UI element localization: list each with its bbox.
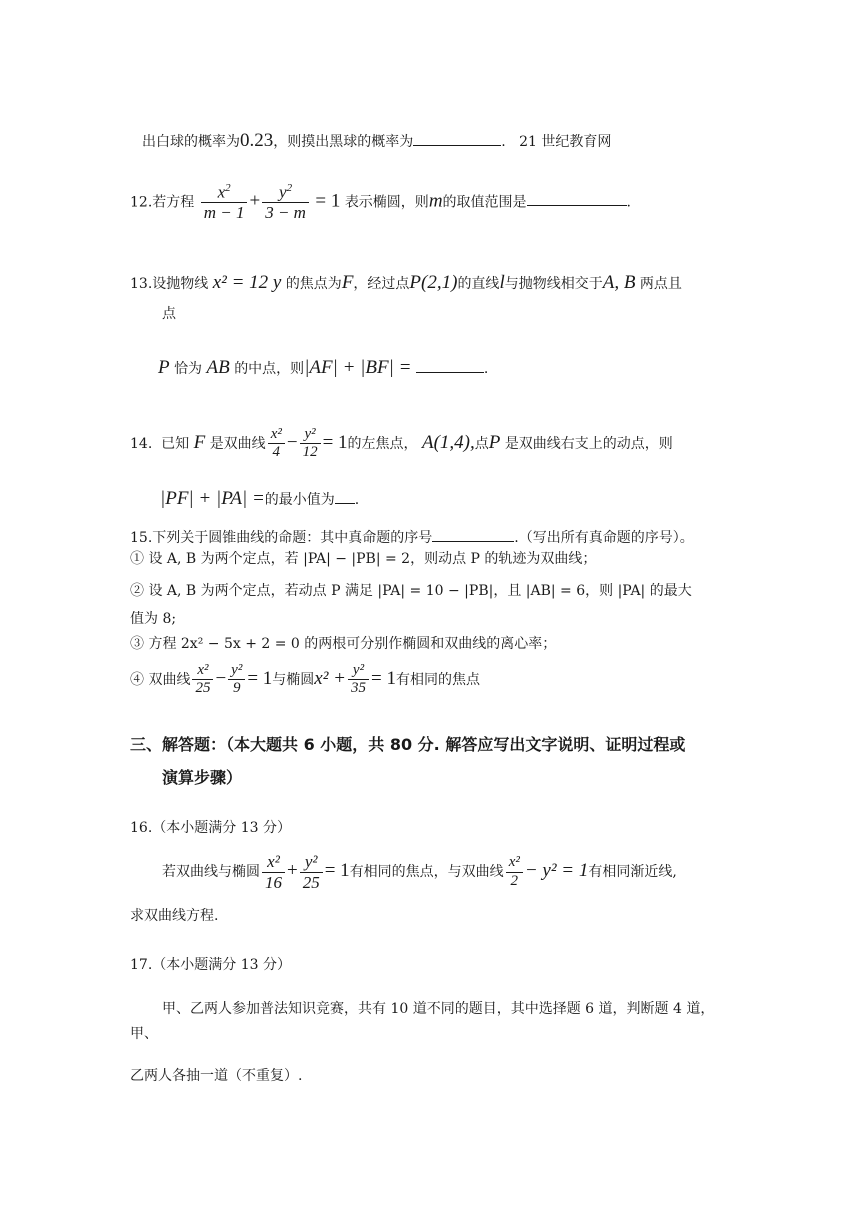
fraction-y2-over-25: $\frac{\text{y²}}{25}$: [300, 852, 323, 892]
fraction-x2-over-4: $\frac{\text{x²}}{4}$: [268, 426, 285, 462]
q15-item-3: ③ 方程 2x² − 5x + 2 = 0 的两根可分别作椭圆和双曲线的离心率；: [130, 636, 557, 652]
fraction-x2-over-25: $\frac{\text{x²}}{25}$: [192, 662, 213, 698]
question-16-head: 16.（本小题满分 13 分）: [130, 820, 291, 836]
question-16-body: 若双曲线与椭圆 $\frac{\text{x²}}{16}$ + $\frac{\text{y²}}{25}$ = 1有相同的焦点，与双曲线 $\frac{\text{x²}}{2}$ − y² = 1有相同渐近线,: [162, 852, 677, 892]
question-13-line1: 13.设抛物线 x² = 12 y 的焦点为F，经过点P(2,1)的直线l与抛物线相交于A, B 两点且: [130, 272, 682, 293]
answer-blank: [527, 191, 627, 206]
focal-sum-expression: |AF| + |BF| =: [304, 357, 412, 378]
fraction-x2-over-16: $\frac{\text{x²}}{16}$: [262, 852, 285, 892]
fraction-y2-over-35: $\frac{\text{y²}}{35}$: [348, 662, 369, 698]
question-13-line3: P 恰为 AB 的中点，则|AF| + |BF| = .: [158, 357, 489, 378]
question-17-line1: 甲、乙两人参加普法知识竞赛，共有 10 道不同的题目，其中选择题 6 道，判断题 4 道，: [162, 1001, 715, 1017]
question-14-line1: 14. 已知 F 是双曲线 $\frac{\text{x²}}{4}$ − $\frac{\text{y²}}{12}$ = 1的左焦点， A(1,4),点P 是双曲线右支上的动点，则: [130, 426, 673, 461]
probability-value: 0.23: [240, 130, 274, 151]
question-12: 12.若方程 $\frac{x^2}{m - 1}$ + $\frac{y^2}{3 - m}$ = 1 表示椭圆，则m的取值范围是 .: [130, 182, 631, 223]
answer-blank: [416, 358, 484, 373]
q11-tail-line: 出白球的概率为0.23，则摸出黑球的概率为 . 21 世纪教育网: [142, 130, 612, 151]
section-3-heading: 三、解答题：（本大题共 6 小题，共 80 分. 解答应写出文字说明、证明过程或: [130, 735, 686, 754]
fraction-y2-over-3-m: $\frac{y^2}{3 - m}$: [262, 182, 309, 223]
question-16-line2: 求双曲线方程.: [130, 908, 219, 924]
watermark-text: 21 世纪教育网: [519, 134, 612, 150]
distance-sum-expression: |PF| + |PA| =: [160, 488, 265, 509]
point-a: A(1,4),: [421, 431, 475, 453]
section-3-heading-cont: 演算步骤）: [162, 768, 243, 787]
point-p: P(2,1): [409, 272, 458, 293]
question-14-line2: |PF| + |PA| =的最小值为 .: [160, 488, 360, 509]
question-17-line2: 甲、: [130, 1026, 158, 1042]
parabola-equation: x² = 12 y: [212, 272, 282, 293]
answer-blank: [413, 131, 501, 146]
question-13-line2: 点: [162, 306, 176, 322]
q15-item-4: ④ 双曲线 $\frac{\text{x²}}{25}$ − $\frac{\text{y²}}{9}$ = 1与椭圆x² + $\frac{\text{y²}}{35}$ = 1有相同的焦点: [130, 662, 480, 697]
fraction-y2-over-12: $\frac{\text{y²}}{12}$: [300, 426, 321, 462]
q15-item-2-continued: 值为 8;: [130, 611, 177, 627]
fraction-x2-over-m-1: $\frac{x^2}{m - 1}$: [201, 182, 248, 223]
fraction-x2-over-2: $\frac{\text{x²}}{2}$: [506, 854, 523, 890]
answer-blank: [335, 489, 355, 504]
question-15-head: 15.下列关于圆锥曲线的命题：其中真命题的序号 .（写出所有真命题的序号）。: [130, 527, 694, 547]
fraction-y2-over-9: $\frac{\text{y²}}{9}$: [228, 662, 245, 698]
answer-blank: [432, 527, 514, 542]
question-17-line3: 乙两人各抽一道（不重复）.: [130, 1068, 303, 1084]
q15-item-2: ② 设 A, B 为两个定点，若动点 P 满足 |PA| = 10 − |PB|，且 |AB| = 6，则 |PA| 的最大: [130, 583, 692, 599]
question-17-head: 17.（本小题满分 13 分）: [130, 957, 291, 973]
q15-item-1: ① 设 A, B 为两个定点，若 |PA| − |PB| = 2，则动点 P 的轨迹为双曲线；: [130, 551, 597, 567]
